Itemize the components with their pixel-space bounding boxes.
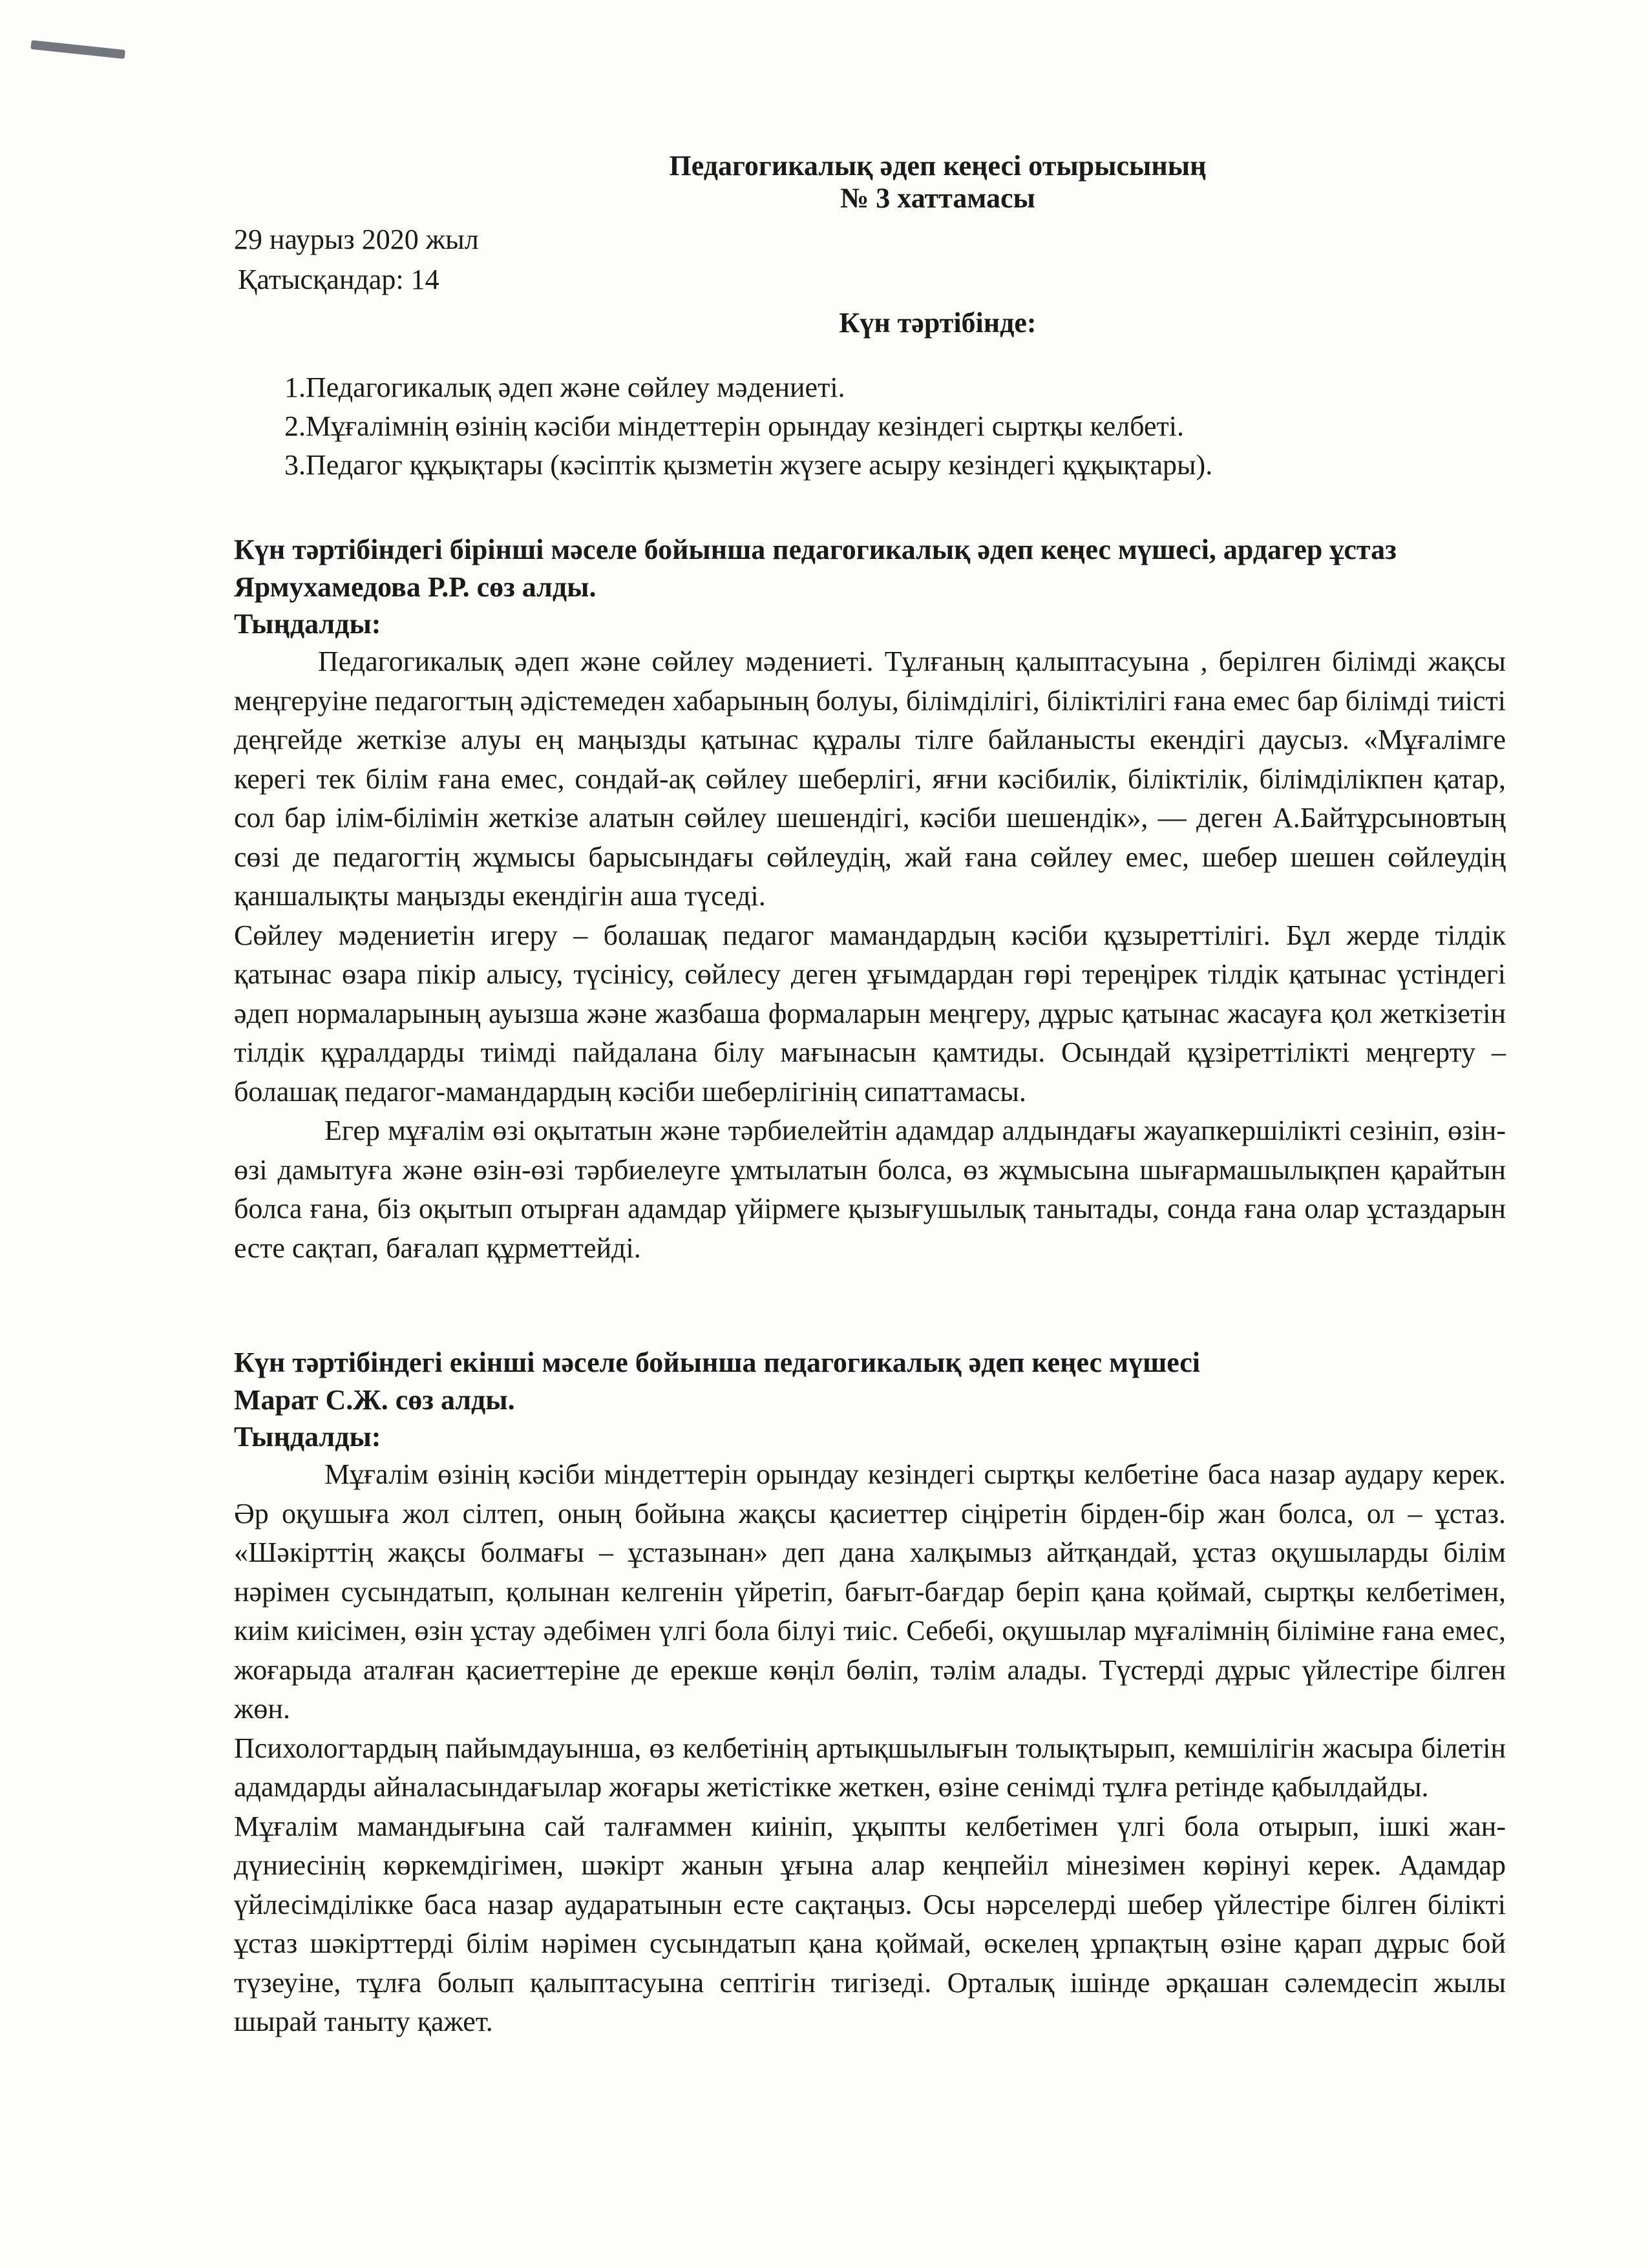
document-page [234, 150, 1506, 2042]
section-1-paragraph: Педагогикалық әдеп және сөйлеу мәдениеті. Тұлғаның қалыптасуына , берілген білімді жақсы меңгеруіне педагогтың әдістемеден хабарының болуы, білімділігі, біліктілігі ғана емес бар білімді тиісті деңгейде жеткізе алуы ең маңызды қатынас құралы тілге байланысты екендігі даусыз. «Мұғалімге керегі тек білім ғана емес, сондай-ақ сөйлеу шеберлігі, яғни кәсібилік, біліктілік, білімділікпен қатар, сол бар ілім-білімін жеткізе алатын сөйлеу шешендігі, кәсіби шешендік», — деген А.Байтұрсыновтың сөзі де педагогтің жұмысы барысындағы сөйлеудің, жай ғана сөйлеу емес, шебер шешен сөйлеудің қаншалықты маңызды екендігін аша түседі. [234, 646, 1506, 912]
participants-count: Қатысқандар: 14 [238, 264, 439, 295]
section-2-heading-line-1: Күн тәртібіндегі екінші мәселе бойынша педагогикалық әдеп кеңес мүшесі [234, 1347, 1201, 1378]
section-2-heading-line-2: Марат С.Ж. сөз алды. [234, 1384, 515, 1416]
agenda-item: 3.Педагог құқықтары (кәсіптік қызметін жүзеге асыру кезіндегі құқықтары). [284, 449, 1213, 481]
section-2-paragraph: Мұғалім өзінің кәсіби міндеттерін орындау кезіндегі сыртқы келбетіне баса назар аудару керек. Әр оқушыға жол сілтеп, оның бойына жақсы қасиеттер сіңіретін бірден-бір жан болса, ол – ұстаз. «Шәкірттің жақсы болмағы – ұстазынан» деп дана халқымыз айтқандай, ұстаз оқушыларды білім нәрімен сусындатып, қолынан келгенін үйретіп, бағыт-бағдар беріп қана қоймай, сыртқы келбетімен, киім киісімен, өзін ұстау әдебімен үлгі бола білуі тиіс. Себебі, оқушылар мұғалімнің біліміне ғана емес, жоғарыда аталған қасиеттеріне де ерекше көңіл бөліп, тәлім алады. Түстерді дұрыс үйлестіре білген жөн. [234, 1458, 1506, 1725]
section-2-paragraph: Мұғалім мамандығына сай талғаммен киініп, ұқыпты келбетімен үлгі бола отырып, ішкі жан-дүниесінің көркемдігімен, шәкірт жанын ұғына алар кеңпейіл мінезімен көрінуі керек. Адамдар үйлесімділікке баса назар аударатынын есте сақтаңыз. Осы нәрселерді шебер үйлестіре білген білікті ұстаз шәкірттерді білім нәрімен сусындатып қана қоймай, өскелең ұрпақтың өзіне қарап дұрыс бой түзеуіне, тұлға болып қалыптасуына септігін тигізеді. Орталық ішінде әрқашан сәлемдесіп жылы шырай таныту қажет. [234, 1810, 1506, 2037]
agenda-heading: Күн тәртібінде: [839, 307, 1037, 339]
agenda-item: 1.Педагогикалық әдеп және сөйлеу мәдениеті. [284, 372, 845, 403]
title-line-1: Педагогикалық әдеп кеңесі отырысының [669, 150, 1207, 182]
section-2-listened-label: Тыңдалды: [234, 1421, 381, 1453]
section-2-heading [234, 1344, 1506, 1419]
meeting-date: 29 наурыз 2020 жыл [234, 224, 479, 255]
document-title [234, 150, 1506, 215]
meeting-meta [234, 220, 1506, 300]
title-line-2: № 3 хаттамасы [840, 182, 1035, 214]
section-1-paragraph: Егер мұғалім өзі оқытатын және тәрбиелейтін адамдар алдындағы жауапкершілікті сезініп, өзін-өзі дамытуға және өзін-өзі тәрбиелеуге ұмтылатын болса, өз жұмысына шығармашылықпен қарайтын болса ғана, біз оқытып отырған адамдар үйірмеге қызығушылық танытады, сонда ғана олар ұстаздарын есте сақтап, бағалап құрметтейді. [234, 1115, 1506, 1264]
agenda-list [234, 368, 1506, 485]
section-1-paragraph: Сөйлеу мәдениетін игеру – болашақ педагог мамандардың кәсіби құзыреттілігі. Бұл жерде тілдік қатынас өзара пікір алысу, түсінісу, сөйлесу деген ұғымдардан гөрі тереңірек тілдік қатынас үстіндегі әдеп нормаларының ауызша және жазбаша формаларын меңгеру, дұрыс қатынас жасауға қол жеткізетін тілдік құралдарды тиімді пайдалана білу мағынасын қамтиды. Осындай құзіреттілікті меңгерту – болашақ педагог-мамандардың кәсіби шеберлігінің сипаттамасы. [234, 919, 1506, 1108]
agenda-item: 2.Мұғалімнің өзінің кәсіби міндеттерін орындау кезіндегі сыртқы келбеті. [284, 410, 1184, 442]
section-2-paragraph: Психологтардың пайымдауынша, өз келбетінің артықшылығын толықтырып, кемшілігін жасыра білетін адамдарды айналасындағылар жоғары жетістікке жеткен, өзіне сенімді тұлға ретінде қабылдайды. [234, 1732, 1506, 1803]
section-1-listened-label: Тыңдалды: [234, 608, 381, 640]
scan-artifact-mark [30, 40, 125, 59]
section-1-heading: Күн тәртібіндегі бірінші мәселе бойынша педагогикалық әдеп кеңес мүшесі, ардагер ұстаз Ярмухамедова Р.Р. сөз алды. [234, 534, 1397, 603]
